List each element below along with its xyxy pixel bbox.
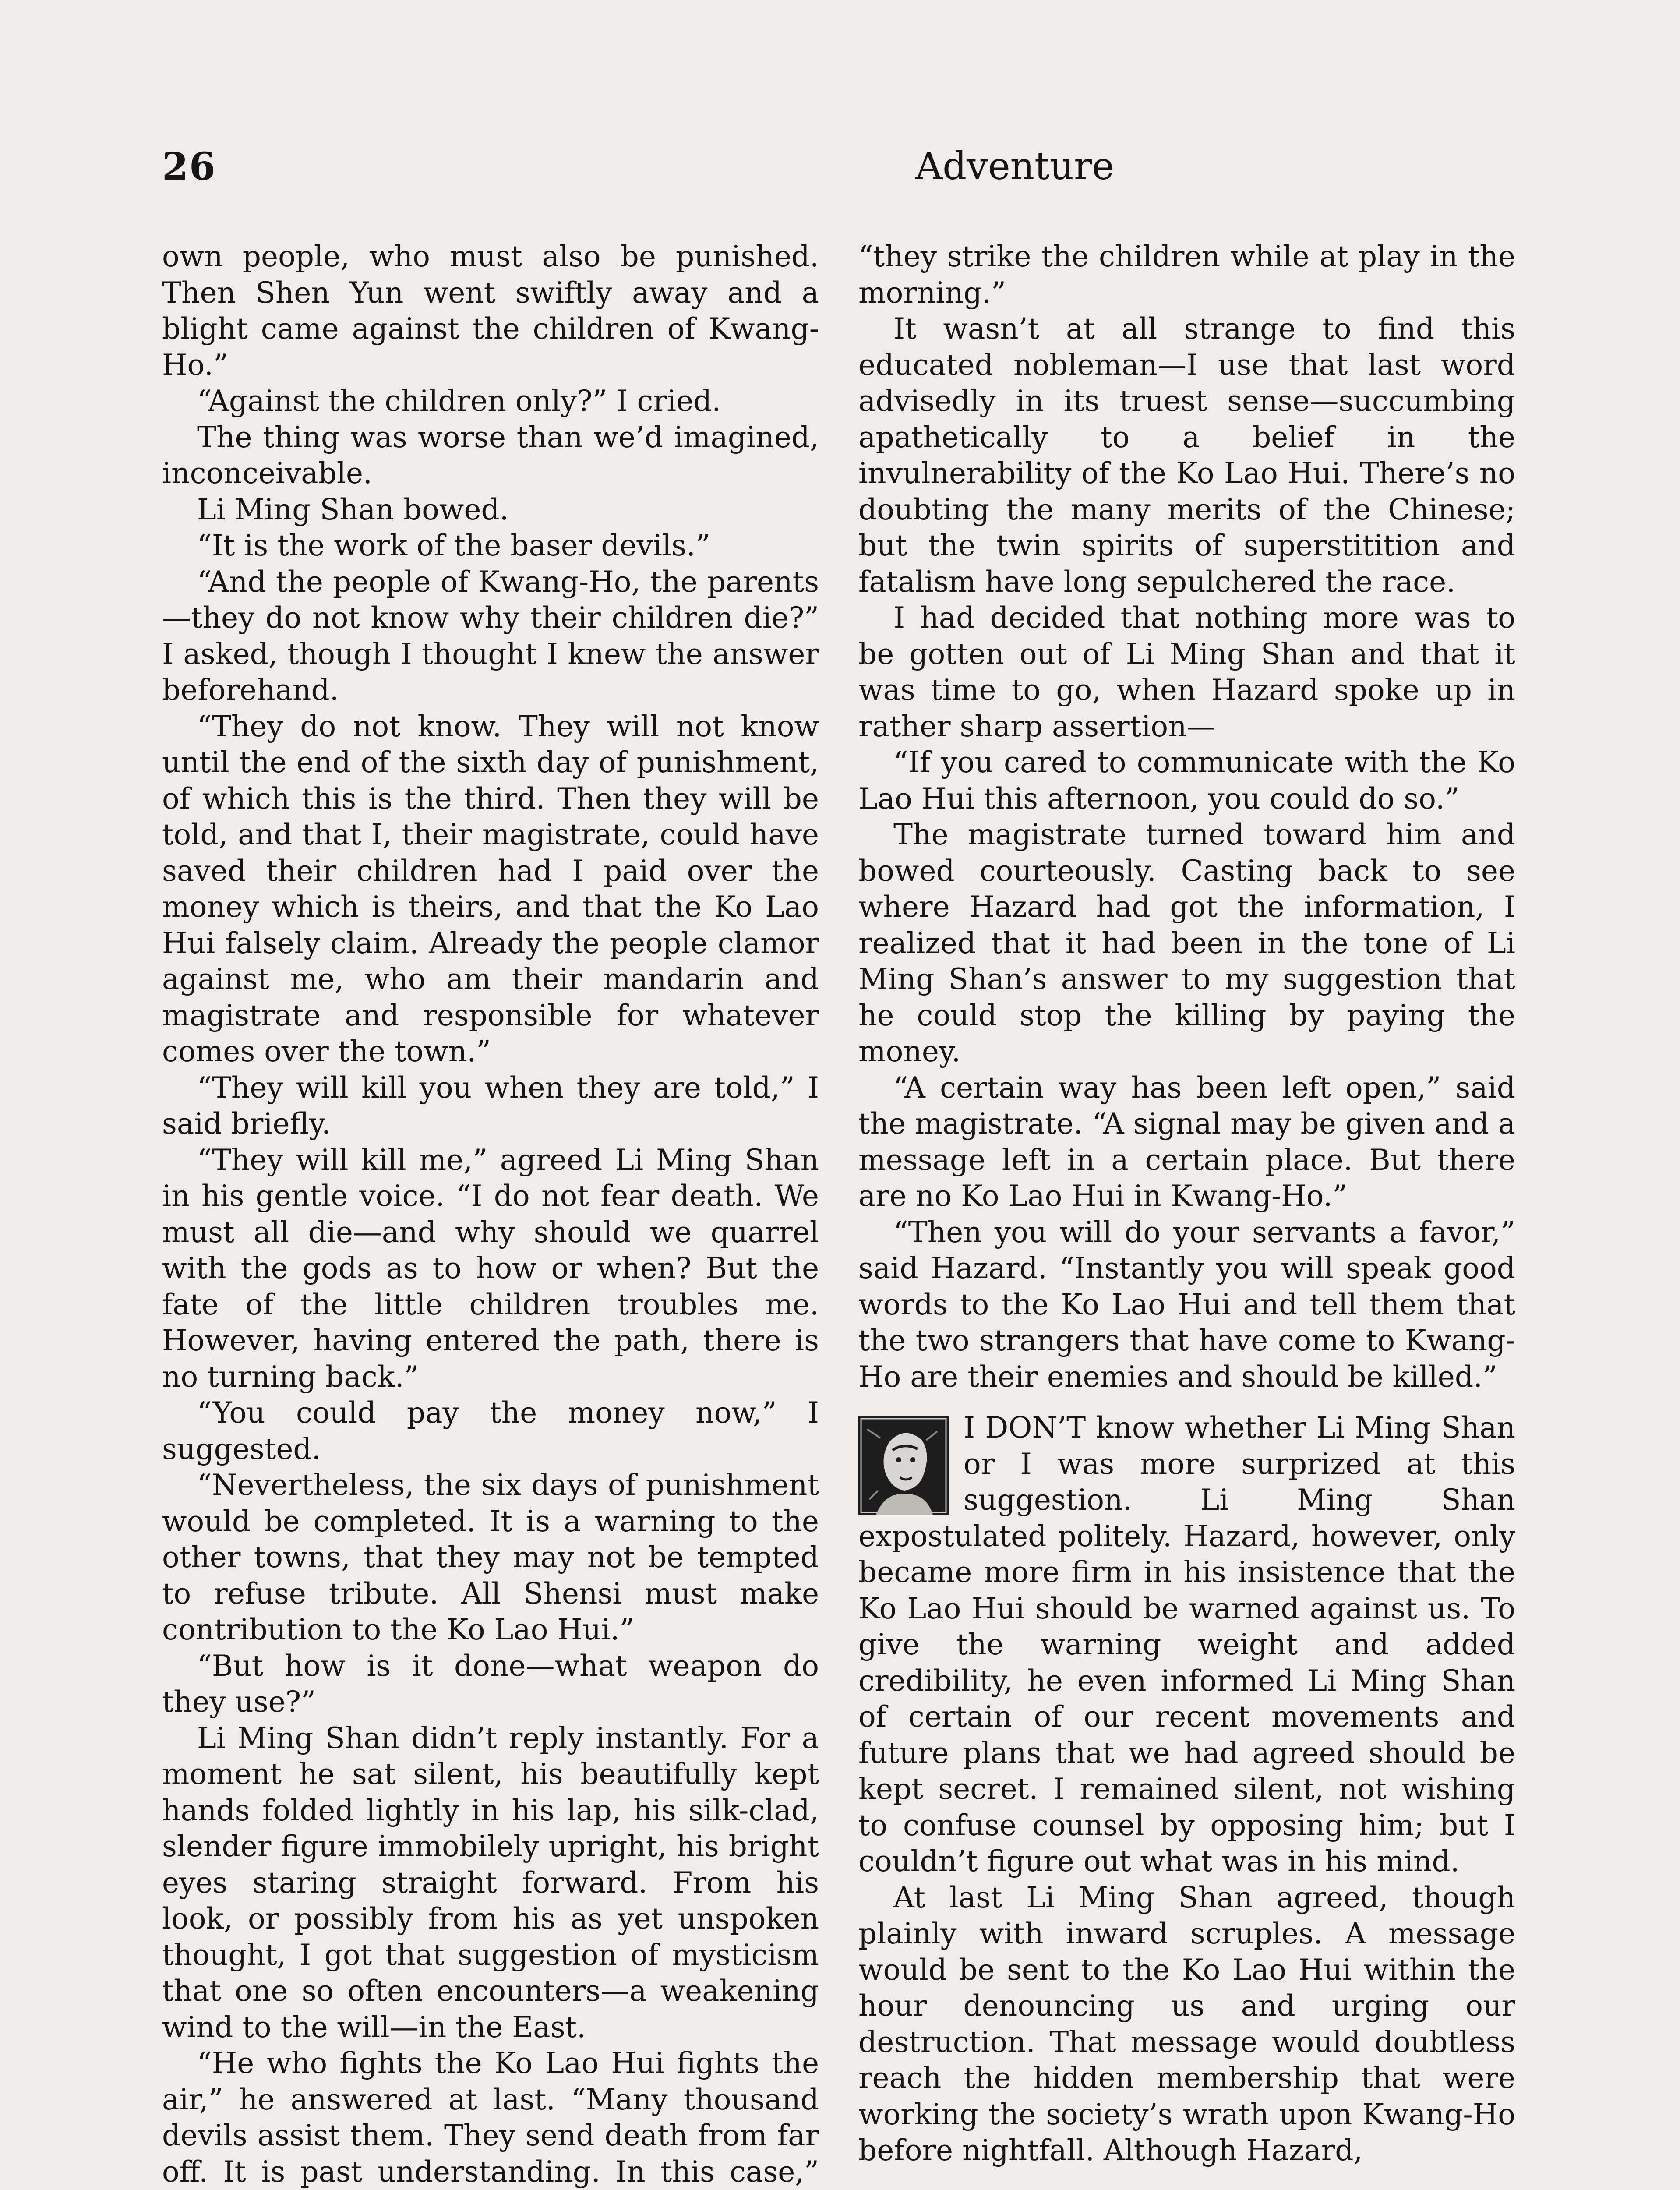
paragraph: “Against the children only?” I cried. [197,384,721,418]
section-break-paragraph [858,1395,1515,1880]
left-column [162,239,819,2190]
drop-cap-paragraph [858,1410,1515,1880]
paragraph: Li Ming Shan bowed. [197,492,509,526]
drop-paragraph-text: I DON’T know whether Li Ming Shan or I was more surprized at this suggestion. Li Ming Shan expostulated politely. Hazard, however, only became more firm in his insistence that the Ko Lao Hui should be warned against us. To give the warning weight and added credibility, he even informed Li Ming Shan of certain of our recent movements and future plans that we had agreed should be kept secret. I remained silent, not wishing to confuse counsel by opposing him; but I couldn’t figure out what was in his mind. [858,1411,1515,1878]
page-header [162,145,1520,210]
paragraph: “A certain way has been left open,” said the magistrate. “A signal may be given and a message left in a certain place. But there are no Ko Lao Hui in Kwang-Ho.” [858,1070,1515,1213]
right-column [858,239,1515,2190]
paragraph: “They will kill you when they are told,” I said briefly. [162,1070,819,1141]
paragraph: “And the people of Kwang-Ho, the parents—they do not know why their children die?” I asked, though I thought I knew the answer beforehand. [162,565,819,707]
magazine-title: Adventure [915,145,1114,188]
paragraph: “they strike the children while at play in the morning.” [858,240,1515,310]
portrait-illustration-icon [858,1416,949,1515]
paragraph: own people, who must also be punished. Then Shen Yun went swiftly away and a blight came against the children of Kwang-Ho.” [162,240,819,382]
paragraph: “Then you will do your servants a favor,” said Hazard. “Instantly you will speak good words to the Ko Lao Hui and tell them that the two strangers that have come to Kwang-Ho are their enemies and should be killed.” [858,1215,1515,1394]
paragraph: “They will kill me,” agreed Li Ming Shan in his gentle voice. “I do not fear death. We must all die—and why should we quarrel with the gods as to how or when? But the fate of the little children troubles me. However, having entered the path, there is no turning back.” [162,1143,819,1394]
paragraph: At last Li Ming Shan agreed, though plainly with inward scruples. A message would be sent to the Ko Lao Hui within the hour denouncing us and urging our destruction. That message would doubtless reach the hidden membership that were working the society’s wrath upon Kwang-Ho before nightfall. Although Hazard, [858,1880,1515,2167]
paragraph: “If you cared to communicate with the Ko Lao Hui this afternoon, you could do so.” [858,745,1515,816]
paragraph: It wasn’t at all strange to find this educated nobleman—I use that last word advisedly in its truest sense—succumbing apathetically to a belief in the invulnerability of the Ko Lao Hui. There’s no doubting the many merits of the Chinese; but the twin spirits of superstitition and fatalism have long sepulchered the race. [858,312,1515,599]
paragraph: The magistrate turned toward him and bowed courteously. Casting back to see where Hazard had got the information, I realized that it had been in the tone of Li Ming Shan’s answer to my suggestion that he could stop the killing by paying the money. [858,818,1515,1068]
page-number: 26 [162,145,216,189]
paragraph: “You could pay the money now,” I suggested. [162,1396,819,1466]
paragraph: Li Ming Shan didn’t reply instantly. For a moment he sat silent, his beautifully kept hands folded lightly in his lap, his silk-clad, slender figure immobilely upright, his bright eyes staring straight forward. From his look, or possibly from his as yet unspoken thought, I got that suggestion of mysticism that one so often encounters—a weakening wind to the will—in the East. [162,1721,819,2044]
paragraph: “They do not know. They will not know until the end of the sixth day of punishment, of which this is the third. Then they will be told, and that I, their magistrate, could have saved their children had I paid over the money which is theirs, and that the Ko Lao Hui falsely claim. Already the people clamor against me, who am their mandarin and magistrate and responsible for whatever comes over the town.” [162,709,819,1068]
paragraph: “But how is it done—what weapon do they use?” [162,1649,819,1719]
paragraph: The thing was worse than we’d imagined, inconceivable. [162,420,819,490]
paragraph: I had decided that nothing more was to be gotten out of Li Ming Shan and that it was time to go, when Hazard spoke up in rather sharp assertion— [858,601,1515,743]
paragraph: “Nevertheless, the six days of punishment would be completed. It is a warning to the other towns, that they may not be tempted to refuse tribute. All Shensi must make contribution to the Ko Lao Hui.” [162,1468,819,1646]
paragraph: “It is the work of the baser devils.” [197,529,710,562]
paragraph: “He who fights the Ko Lao Hui fights the air,” he answered at last. “Many thousand devils assist them. They send death from far off. It is past understanding. In this case,” [162,2046,819,2189]
